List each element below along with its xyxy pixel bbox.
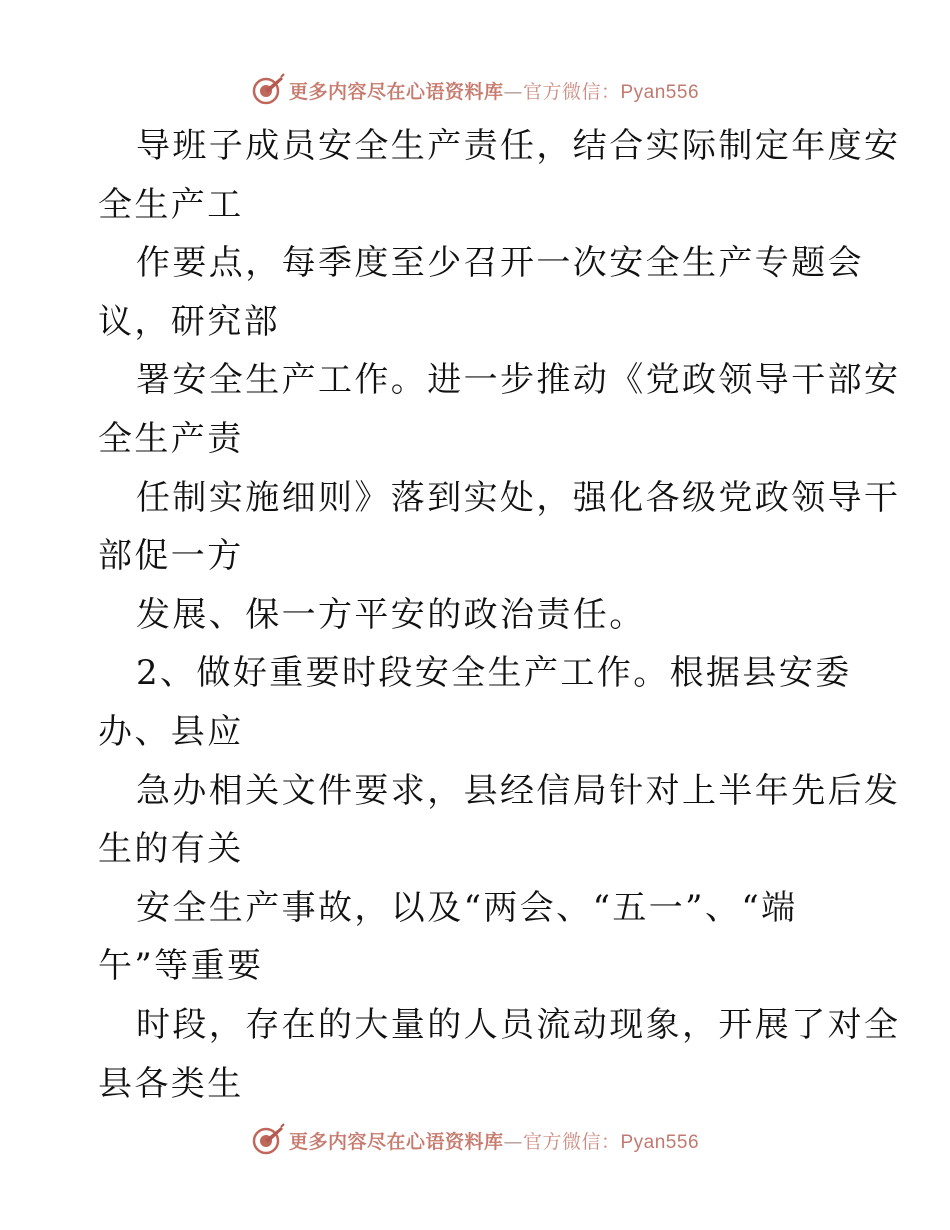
watermark-dash: —	[503, 1130, 523, 1153]
watermark-main-text: 更多内容尽在心语资料库	[288, 1130, 504, 1153]
pen-logo-icon	[251, 1123, 285, 1157]
text-line: 时段，存在的大量的人员流动现象，开展了对全	[136, 1004, 901, 1045]
text-line: 导班子成员安全生产责任，结合实际制定年度安	[136, 126, 901, 166]
text-line: 发展、保一方平安的政治责任。	[136, 594, 646, 635]
text-line: 办、县应	[98, 711, 244, 752]
document-body	[98, 117, 901, 1113]
watermark-dash: —	[503, 80, 523, 103]
text-line: 任制实施细则》落到实处，强化各级党政领导干	[136, 477, 901, 518]
text-line: 议，研究部	[98, 301, 280, 342]
text-line: 作要点，每季度至少召开一次安全生产专题会	[136, 243, 864, 284]
watermark-footer	[0, 1120, 950, 1160]
watermark-header	[0, 70, 950, 110]
text-line: 急办相关文件要求，县经信局针对上半年先后发	[136, 770, 901, 811]
text-line: 县各类生	[98, 1063, 244, 1104]
text-line: 部促一方	[98, 536, 244, 577]
watermark-main-text: 更多内容尽在心语资料库	[288, 80, 504, 103]
pen-logo-icon	[251, 73, 285, 107]
text-line: 安全生产事故，以及“两会、“五一”、“端	[136, 887, 798, 928]
text-line: 全生产责	[98, 418, 244, 459]
text-line: 署安全生产工作。进一步推动《党政领导干部安	[136, 360, 901, 401]
watermark-id: Pyan556	[620, 1131, 700, 1153]
text-line: 全生产工	[98, 184, 244, 225]
text-line: 2、做好重要时段安全生产工作。根据县安委	[136, 653, 852, 694]
watermark-sub-text: 官方微信：	[522, 80, 621, 103]
watermark-sub-text: 官方微信：	[522, 1130, 621, 1153]
text-line: 生的有关	[98, 829, 244, 870]
text-line: 午”等重要	[98, 946, 264, 987]
watermark-id: Pyan556	[620, 81, 700, 103]
